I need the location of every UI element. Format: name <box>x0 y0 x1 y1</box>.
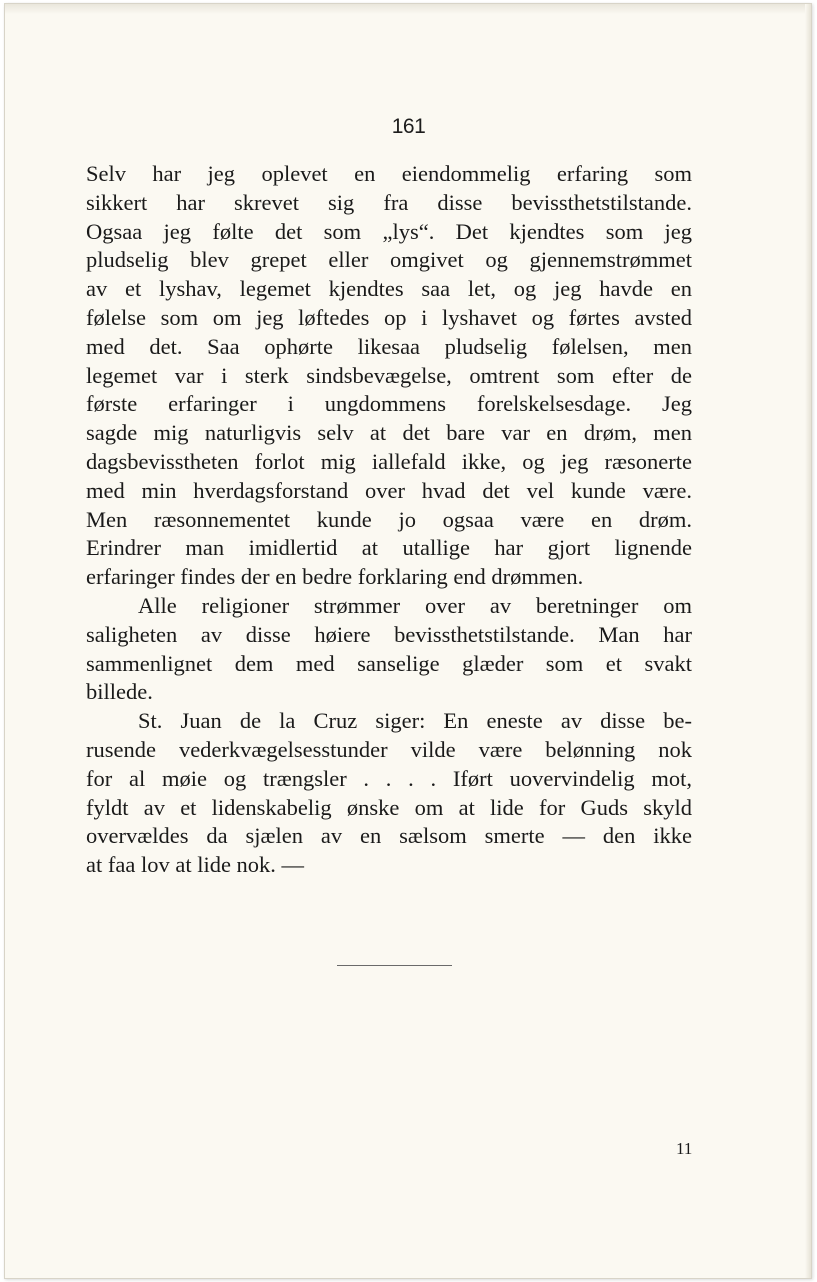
text-line: Erindrer man imidlertid at utallige har gjort lignende <box>86 535 692 561</box>
text-line: av et lyshav, legemet kjendtes saa let, og jeg havde en <box>86 276 692 302</box>
text-line: med min hverdagsforstand over hvad det vel kunde være. <box>86 477 692 503</box>
text-line: Alle religioner strømmer over av beretninger om <box>138 592 692 618</box>
text-line: sikkert har skrevet sig fra disse bevissthetstilstande. <box>86 189 692 215</box>
page-right-edge <box>805 4 811 1278</box>
text-line: dagsbevisstheten forlot mig iallefald ikke, og jeg ræsonerte <box>86 448 692 474</box>
text-line: for al møie og trængsler . . . . Iført uovervindelig mot, <box>86 765 692 791</box>
text-line: Ogsaa jeg følte det som „lys“. Det kjendtes som jeg <box>86 218 692 244</box>
text-line: med det. Saa ophørte likesaa pludselig følelsen, men <box>86 333 692 359</box>
signature-mark: 11 <box>676 1139 693 1158</box>
text-line: at faa lov at lide nok. — <box>86 852 305 878</box>
text-line: fyldt av et lidenskabelig ønske om at lide for Guds skyld <box>86 794 692 820</box>
text-line: pludselig blev grepet eller omgivet og gjennemstrømmet <box>86 247 692 273</box>
text-line: erfaringer findes der en bedre forklaring end drømmen. <box>86 564 584 590</box>
text-line: St. Juan de la Cruz siger: En eneste av disse be- <box>138 708 692 734</box>
text-line: legemet var i sterk sindsbevægelse, omtrent som efter de <box>86 362 692 388</box>
text-line: Selv har jeg oplevet en eiendommelig erfaring som <box>86 161 692 186</box>
text-line: følelse som om jeg løftedes op i lyshavet og førtes avsted <box>86 304 692 330</box>
section-divider <box>337 965 452 966</box>
text-line: billede. <box>86 679 153 705</box>
body-text <box>86 160 692 880</box>
text-line: sammenlignet dem med sanselige glæder som et svakt <box>86 650 692 676</box>
text-line: overvældes da sjælen av en sælsom smerte — den ikke <box>86 823 692 849</box>
page-number: 161 <box>391 115 426 138</box>
text-line: rusende vederkvægelsesstunder vilde være belønning nok <box>86 736 692 762</box>
text-line: første erfaringer i ungdommens forelskelsesdage. Jeg <box>86 391 692 417</box>
text-line: Men ræsonnementet kunde jo ogsaa være en drøm. <box>86 506 692 532</box>
page-top-edge <box>5 4 811 14</box>
text-line: saligheten av disse høiere bevissthetstilstande. Man har <box>86 621 692 647</box>
text-line: sagde mig naturligvis selv at det bare var en drøm, men <box>86 420 692 446</box>
